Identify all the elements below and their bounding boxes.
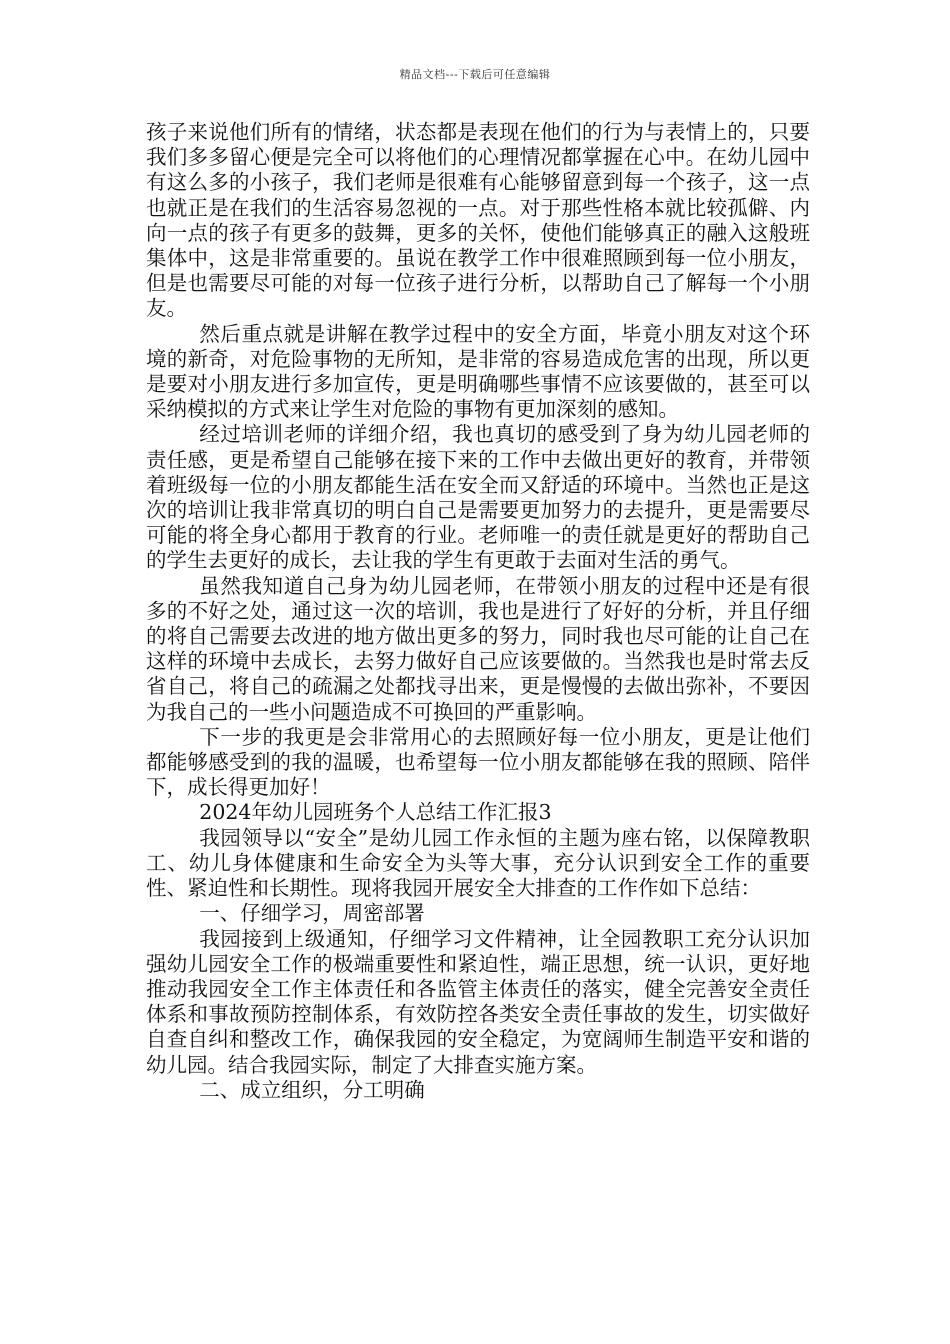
paragraph-2: 然后重点就是讲解在教学过程中的安全方面，毕竟小朋友对这个环境的新奇，对危险事物的无所知，是非常的容易造成危害的出现，所以更是要对小朋友进行多加宣传，更是明确哪些事情不应该要做的，甚至可以采纳模拟的方式来让学生对危险的事物有更加深刻的感知。 <box>146 321 810 422</box>
heading-1: 一、仔细学习，周密部署 <box>199 901 425 926</box>
paragraph-3: 经过培训老师的详细介绍，我也真切的感受到了身为幼儿园老师的责任感，更是希望自己能够在接下来的工作中去做出更好的教育，并带领着班级每一位的小朋友都能生活在安全而又舒适的环境中。当然也正是这次的培训让我非常真切的明白自己是需要更加努力的去提升，更是需要尽可能的将全身心都用于教育的行业。老师唯一的责任就是更好的帮助自己的学生去更好的成长，去让我的学生有更敢于去面对生活的勇气。 <box>146 422 810 573</box>
heading-2: 二、成立组织，分工明确 <box>199 1077 425 1102</box>
paragraph-5: 下一步的我更是会非常用心的去照顾好每一位小朋友，更是让他们都能够感受到的我的温暖，也希望每一位小朋友都能够在我的照顾、陪伴下，成长得更加好！ <box>146 724 810 800</box>
document-body <box>146 120 810 1103</box>
section-title: 2024年幼儿园班务个人总结工作汇报3 <box>199 800 552 825</box>
paragraph-6: 我园领导以“安全”是幼儿园工作永恒的主题为座右铭，以保障教职工、幼儿身体健康和生命安全为头等大事，充分认识到安全工作的重要性、紧迫性和长期性。现将我园开展安全大排查的工作作如下总结： <box>146 825 810 901</box>
paragraph-4: 虽然我知道自己身为幼儿园老师，在带领小朋友的过程中还是有很多的不好之处，通过这一次的培训，我也是进行了好好的分析，并且仔细的将自己需要去改进的地方做出更多的努力，同时我也尽可能的让自己在这样的环境中去成长，去努力做好自己应该要做的。当然我也是时常去反省自己，将自己的疏漏之处都找寻出来，更是慢慢的去做出弥补，不要因为我自己的一些小问题造成不可换回的严重影响。 <box>146 573 810 724</box>
page-header: 精品文档---下载后可任意编辑 <box>399 68 551 81</box>
paragraph-7: 我园接到上级通知，仔细学习文件精神，让全园教职工充分认识加强幼儿园安全工作的极端重要性和紧迫性，端正思想，统一认识，更好地推动我园安全工作主体责任和各监管主体责任的落实，健全完善安全责任体系和事故预防控制体系，有效防控各类安全责任事故的发生，切实做好自查自纠和整改工作，确保我园的安全稳定，为宽阔师生制造平安和谐的幼儿园。结合我园实际，制定了大排查实施方案。 <box>146 926 810 1077</box>
paragraph-1: 孩子来说他们所有的情绪，状态都是表现在他们的行为与表情上的，只要我们多多留心便是完全可以将他们的心理情况都掌握在心中。在幼儿园中有这么多的小孩子，我们老师是很难有心能够留意到每一个孩子，这一点也就正是在我们的生活容易忽视的一点。对于那些性格本就比较孤僻、内向一点的孩子有更多的鼓舞，更多的关怀，使他们能够真正的融入这般班集体中，这是非常重要的。虽说在教学工作中很难照顾到每一位小朋友，但是也需要尽可能的对每一位孩子进行分析，以帮助自己了解每一个小朋友。 <box>146 120 810 321</box>
